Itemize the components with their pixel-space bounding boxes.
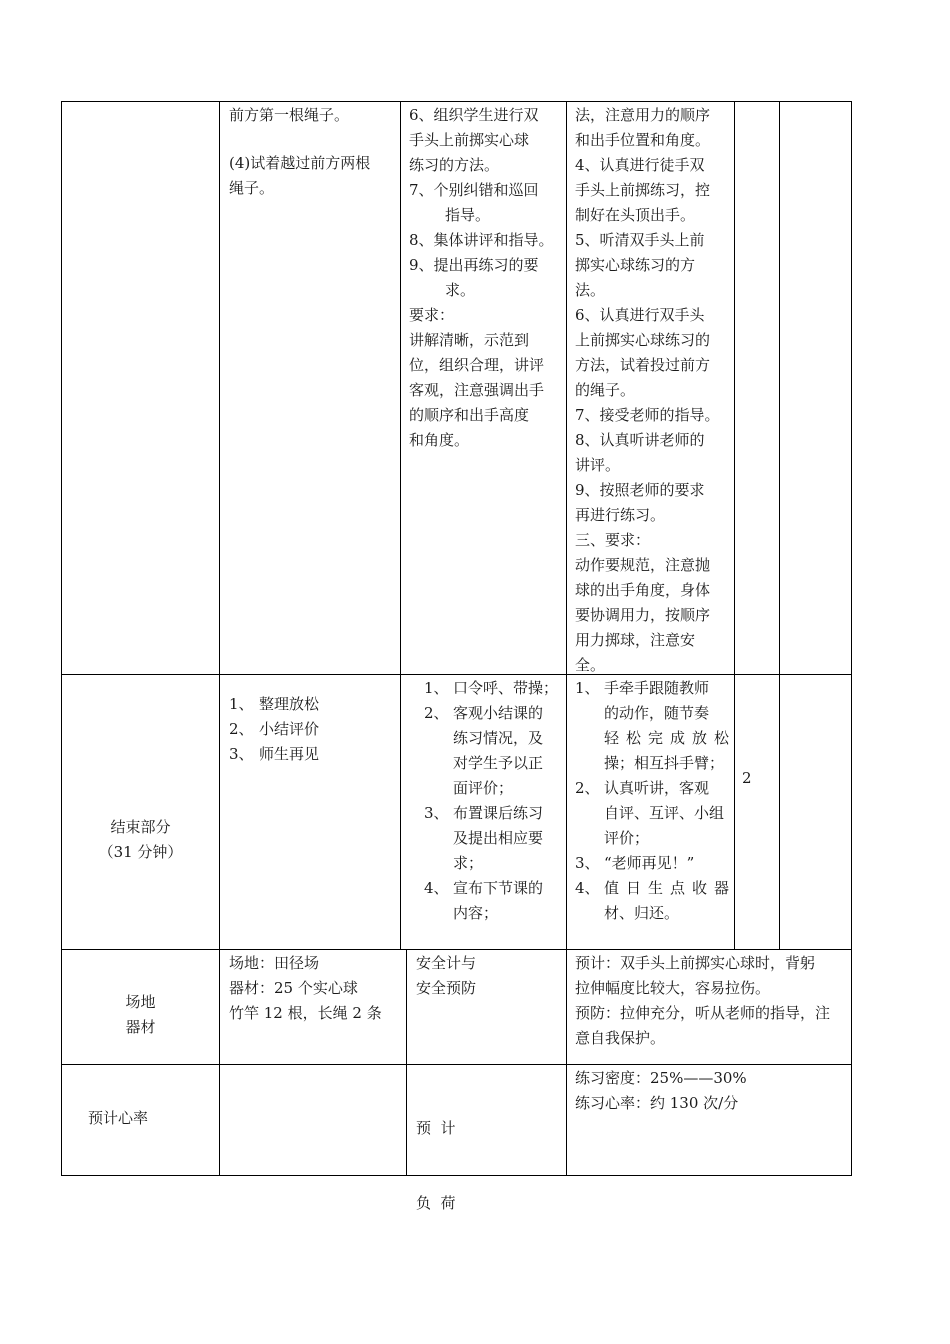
list-item	[424, 701, 562, 801]
list-text: 操；相互抖手臂；	[604, 754, 725, 772]
list-text: 内容；	[453, 904, 499, 922]
list-text: 值日生点收器	[604, 879, 729, 897]
student-line: 7、接受老师的指导。	[575, 406, 720, 424]
safety-text-line: 预防：拉伸充分，听从老师的指导，注	[575, 1004, 831, 1022]
student-line: 掷实心球练习的方	[575, 256, 696, 274]
student-line: 讲评。	[575, 456, 621, 474]
list-item	[229, 742, 399, 767]
student-line: 球的出手角度，身体	[575, 581, 711, 599]
heart-rate-label: 预计心率	[88, 1109, 149, 1127]
student-line: 9、按照老师的要求	[575, 481, 705, 499]
list-item	[575, 676, 729, 776]
student-line: 4、认真进行徒手双	[575, 156, 705, 174]
list-number: 3、	[424, 804, 449, 822]
list-text: 及提出相应要	[453, 829, 544, 847]
teacher-line: 9、提出再练习的要	[409, 256, 539, 274]
practice-density: 练习密度：25%——30%	[575, 1069, 747, 1087]
list-text: 口令呼、带操；	[453, 679, 559, 697]
list-item	[424, 801, 562, 876]
col-divider-4	[734, 101, 735, 950]
safety-label-cell	[416, 951, 564, 1001]
student-line: 的绳子。	[575, 381, 636, 399]
list-number: 2、	[229, 720, 254, 738]
equipment-line: 器材：25 个实心球	[229, 979, 358, 997]
safety-text-line: 意自我保护。	[575, 1029, 666, 1047]
teacher-line: 7、个别纠错和巡回	[409, 181, 539, 199]
col-divider-1	[219, 101, 220, 1176]
row1-content-line: (4)试着越过前方两根	[229, 154, 371, 172]
closing-section-title: 结束部分	[110, 818, 171, 836]
safety-text-line: 预计：双手头上前掷实心球时，背躬	[575, 954, 816, 972]
student-line: 手头上前掷练习，控	[575, 181, 711, 199]
list-number: 2、	[575, 779, 600, 797]
load-text-cell	[575, 1066, 849, 1116]
list-text: 宣布下节课的	[453, 879, 544, 897]
teacher-line: 讲解清晰，示范到	[409, 331, 530, 349]
student-line: 全。	[575, 656, 606, 674]
col-divider-2-upper	[400, 101, 401, 950]
list-number: 1、	[424, 679, 449, 697]
closing-student-cell	[575, 676, 729, 926]
list-number: 1、	[229, 695, 254, 713]
col-divider-3	[566, 101, 567, 1176]
teacher-line: 客观，注意强调出手	[409, 381, 545, 399]
row1-content-line: 前方第一根绳子。	[229, 106, 350, 124]
student-line: 法，注意用力的顺序	[575, 106, 711, 124]
list-item	[575, 776, 729, 851]
student-line: 6、认真进行双手头	[575, 306, 705, 324]
student-line: 8、认真听讲老师的	[575, 431, 705, 449]
safety-label-line: 安全预防	[416, 979, 477, 997]
row1-content-line: 绳子。	[229, 179, 275, 197]
list-text: 练习情况，及	[453, 729, 544, 747]
row1-content-cell	[229, 103, 399, 201]
list-text: 的动作，随节奏	[604, 704, 710, 722]
teacher-line: 练习的方法。	[409, 156, 500, 174]
safety-text-line: 拉伸幅度比较大，容易拉伤。	[575, 979, 771, 997]
list-text: 整理放松	[259, 695, 320, 713]
row-divider-3	[61, 1064, 852, 1065]
student-line: 要协调用力，按顺序	[575, 606, 711, 624]
col-divider-2-lower	[406, 949, 407, 1176]
col-divider-5	[779, 101, 780, 950]
closing-section-duration: （31 分钟）	[98, 843, 183, 861]
list-text: 认真听讲，客观	[604, 779, 710, 797]
student-line: 法。	[575, 281, 606, 299]
list-number: 1、	[575, 679, 600, 697]
list-item	[424, 876, 562, 926]
list-text: 手牵手跟随教师	[604, 679, 710, 697]
student-line: 上前掷实心球练习的	[575, 331, 711, 349]
venue-label-cell	[62, 990, 219, 1040]
list-number: 4、	[575, 879, 600, 897]
list-text: 小结评价	[259, 720, 320, 738]
closing-teacher-cell	[424, 676, 562, 926]
load-label-line: 负 荷	[416, 1194, 456, 1212]
list-number: 3、	[575, 854, 600, 872]
list-item	[229, 692, 399, 717]
teacher-line: 求。	[445, 281, 476, 299]
venue-line: 场地：田径场	[229, 954, 320, 972]
list-number: 2、	[424, 704, 449, 722]
list-item	[229, 717, 399, 742]
repetition-count: 2	[742, 769, 752, 787]
closing-content-cell	[229, 692, 399, 767]
student-line: 动作要规范，注意抛	[575, 556, 711, 574]
student-line: 再进行练习。	[575, 506, 666, 524]
row1-student-cell	[575, 103, 733, 678]
row1-teacher-cell	[409, 103, 565, 453]
load-label-line: 预 计	[416, 1119, 456, 1137]
list-text: 轻松完成放松	[604, 729, 729, 747]
venue-equipment-cell	[229, 951, 405, 1026]
list-item	[575, 851, 729, 876]
teacher-line: 6、组织学生进行双	[409, 106, 539, 124]
list-text: 求；	[453, 854, 484, 872]
list-text: 评价；	[604, 829, 650, 847]
equipment-line: 竹竿 12 根，长绳 2 条	[229, 1004, 382, 1022]
venue-label-line: 器材	[125, 1018, 156, 1036]
list-text: 对学生予以正	[453, 754, 544, 772]
teacher-line: 8、集体讲评和指导。	[409, 231, 554, 249]
teacher-line: 手头上前掷实心球	[409, 131, 530, 149]
list-text: 材、归还。	[604, 904, 680, 922]
student-line: 三、要求：	[575, 531, 651, 549]
closing-section-label	[62, 815, 219, 865]
student-line: 和出手位置和角度。	[575, 131, 711, 149]
list-text: 客观小结课的	[453, 704, 544, 722]
teacher-line: 要求：	[409, 306, 455, 324]
table-border-right	[851, 101, 852, 1176]
student-line: 用力掷球，注意安	[575, 631, 696, 649]
student-line: 5、听清双手头上前	[575, 231, 705, 249]
teacher-line: 和角度。	[409, 431, 470, 449]
list-text: 自评、互评、小组	[604, 804, 725, 822]
list-text: 布置课后练习	[453, 804, 544, 822]
teacher-line: 位，组织合理，讲评	[409, 356, 545, 374]
student-line: 制好在头顶出手。	[575, 206, 696, 224]
venue-label-line: 场地	[125, 993, 156, 1011]
teacher-line: 的顺序和出手高度	[409, 406, 530, 424]
safety-text-cell	[575, 951, 849, 1051]
heart-rate-label-cell	[88, 1106, 213, 1131]
list-text: 师生再见	[259, 745, 320, 763]
practice-heart-rate: 练习心率：约 130 次/分	[575, 1094, 739, 1112]
list-text: “老师再见！”	[604, 854, 695, 872]
list-item	[575, 876, 729, 926]
safety-label-line: 安全计与	[416, 954, 477, 972]
list-text: 面评价；	[453, 779, 514, 797]
teacher-line: 指导。	[445, 206, 491, 224]
list-number: 3、	[229, 745, 254, 763]
list-number: 4、	[424, 879, 449, 897]
load-label-cell	[416, 1066, 564, 1266]
list-item	[424, 676, 562, 701]
closing-count-cell	[742, 766, 772, 791]
student-line: 方法，试着投过前方	[575, 356, 711, 374]
